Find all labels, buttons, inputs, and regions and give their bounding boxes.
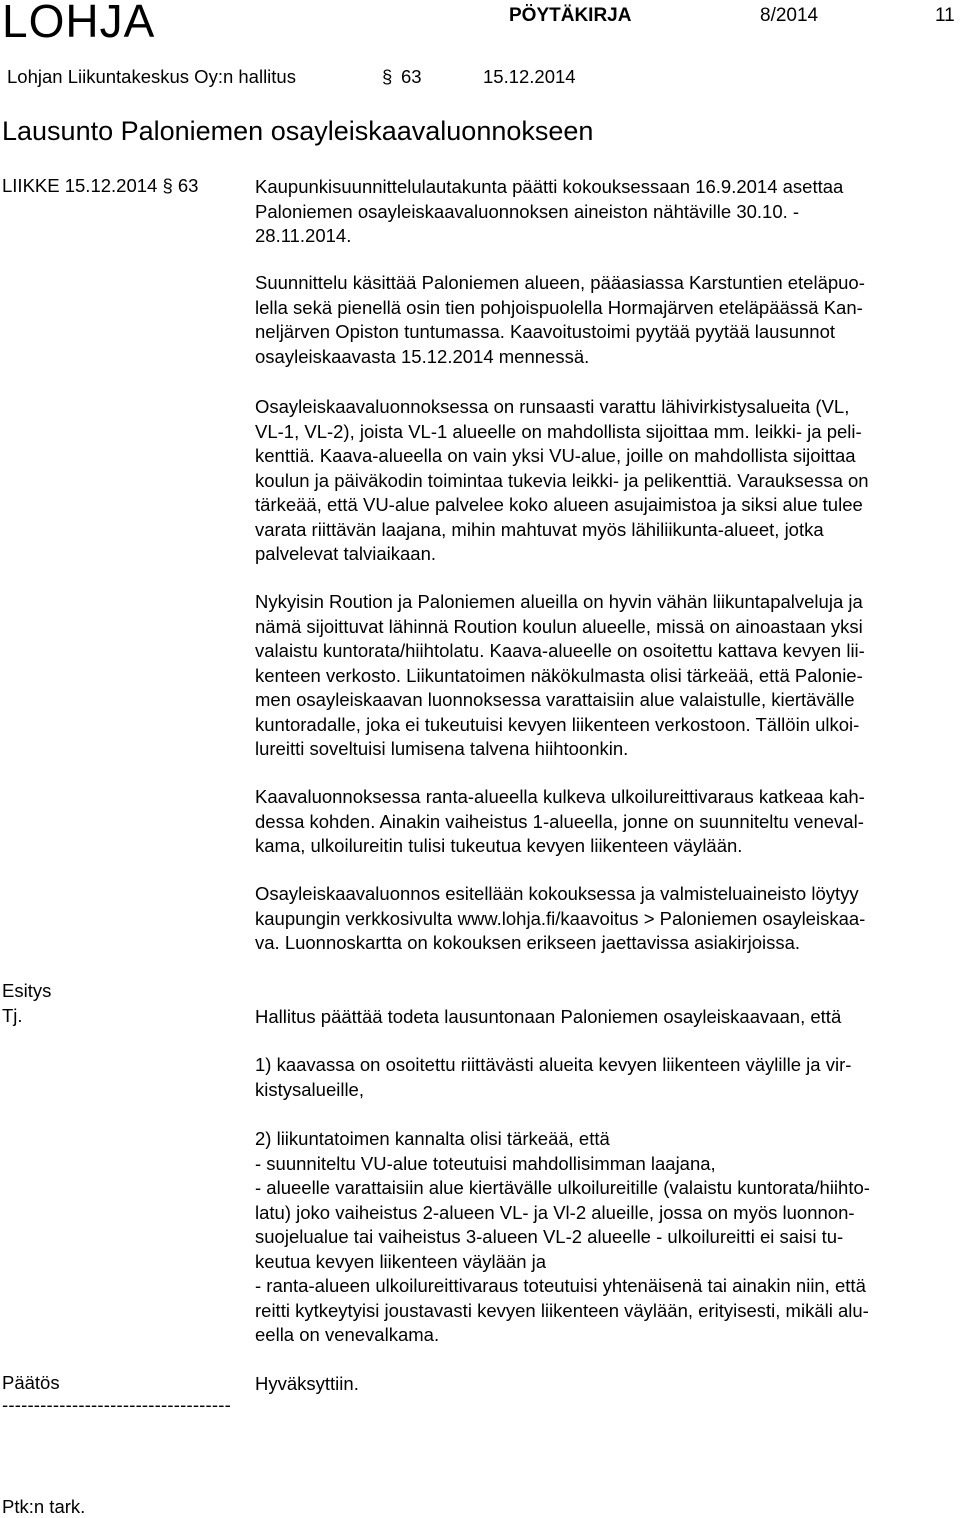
separator-line: ------------------------------------ [2,1394,231,1415]
paragraph-line: kama, ulkoilureitin tulisi tukeutua kevyen liikenteen väylään. [255,835,743,856]
organization-name: Lohjan Liikuntakeskus Oy:n hallitus [7,66,296,87]
lohja-logo: LOHJA [2,0,156,47]
paragraph-line: 1) kaavassa on osoitettu riittävästi alueita kevyen liikenteen väylille ja vir- [255,1054,852,1075]
paragraph-line: reitti kytkeytyisi joustavasti kevyen liikenteen väylään, erityisesti, mikäli alu- [255,1299,869,1321]
paragraph-line: Kaupunkisuunnittelulautakunta päätti kokouksessaan 16.9.2014 asettaa [255,176,844,197]
paragraph-line: kenttiä. Kaava-alueella on vain yksi VU-alue, joille on mahdollista sijoittaa [255,445,856,466]
section-symbol: § [382,66,393,87]
paragraph-line: koulun ja päiväkodin toimintaa tukevia leikki- ja pelikenttiä. Varauksessa on [255,469,869,491]
proposal-label: Esitys [2,980,52,1001]
paragraph [255,590,960,762]
proposal-item-1 [255,1053,960,1102]
case-reference: LIIKKE 15.12.2014 § 63 [2,175,199,196]
paragraph [255,882,960,956]
document-type: PÖYTÄKIRJA [509,5,632,26]
paragraph-line: kenteen verkosto. Liikuntatoimen näkökulmasta olisi tärkeää, että Palonie- [255,664,863,686]
paragraph-line: lureitti soveltuisi lumisena talvena hiihtoonkin. [255,738,629,759]
proposal-intro [255,1005,960,1030]
proposal-item-2 [255,1127,960,1348]
document-number: 8/2014 [760,5,819,26]
paragraph-line: 2) liikuntatoimen kannalta olisi tärkeää, että [255,1128,610,1149]
paragraph [255,395,960,567]
paragraph-line: kuntoradalle, joka ei tukeutuisi kevyen liikenteen verkostoon. Tällöin ulkoi- [255,713,860,735]
paragraph-line: kaupungin verkkosivulta www.lohja.fi/kaavoitus > Paloniemen osayleiskaa- [255,907,866,929]
paragraph-line: 28.11.2014. [255,225,352,246]
paragraph-line: - alueelle varattaisiin alue kiertävälle ulkoilureitille (valaistu kuntorata/hiihto- [255,1177,870,1198]
paragraph-line: Kaavaluonnoksessa ranta-alueella kulkeva ulkoilureittivaraus katkeaa kah- [255,786,865,807]
paragraph-line: palvelevat talviaikaan. [255,543,436,564]
decision-text [255,1372,960,1397]
paragraph-line: - ranta-alueen ulkoilureittivaraus toteutuisi yhtenäisenä tai ainakin niin, että [255,1275,866,1296]
paragraph-line: varata riittävän laajana, mihin mahtuvat myös lähiliikunta-alueet, jotka [255,518,824,540]
page-number: 11 [935,5,955,26]
paragraph-line: nämä sijoittuvat lähinnä Roution koulun alueelle, missä on ainoastaan yksi [255,615,863,637]
paragraph-line: valaistu kuntorata/hiihtolatu. Kaava-alueelle on osoitettu kattava kevyen lii- [255,640,865,661]
paragraph-line: tärkeää, että VU-alue palvelee koko alueen asujaimistoa ja siksi alue tulee [255,494,863,515]
paragraph-line: kistysalueille, [255,1078,364,1100]
section-number: 63 [401,66,422,87]
presenter-label: Tj. [2,1005,23,1026]
paragraph-line: va. Luonnoskartta on kokouksen erikseen jaettavissa asiakirjoissa. [255,932,801,953]
minutes-check-label: Ptk:n tark. [2,1496,86,1517]
paragraph-line: Suunnittelu käsittää Paloniemen alueen, pääasiassa Karstuntien eteläpuo- [255,272,865,293]
paragraph-line: Paloniemen osayleiskaavaluonnoksen aineiston nähtäville 30.10. - [255,200,800,222]
paragraph-line: Hallitus päättää todeta lausuntonaan Paloniemen osayleiskaavaan, että [255,1006,842,1027]
paragraph-line: men osayleiskaavan luonnoksessa varattaisiin alue valaistulle, kiertävälle [255,689,855,710]
paragraph-line: Nykyisin Roution ja Paloniemen alueilla on hyvin vähän liikuntapalveluja ja [255,591,863,612]
paragraph-line: latu) joko vaiheistus 2-alueen VL- ja Vl-2 alueille, jossa on myös luonnon- [255,1201,855,1223]
paragraph-line: neljärven Opiston tuntumassa. Kaavoitustoimi pyytää pyytää lausunnot [255,321,835,342]
paragraph [255,785,960,859]
decision-label: Päätös [2,1372,60,1393]
paragraph-line: keutua kevyen liikenteen väylään ja [255,1250,547,1272]
paragraph-line: suojelualue tai vaiheistus 3-alueen VL-2 alueelle - ulkoilureitti ei saisi tu- [255,1226,844,1247]
paragraph-line: - suunniteltu VU-alue toteutuisi mahdollisimman laajana, [255,1152,716,1174]
paragraph-line: Osayleiskaavaluonnoksessa on runsaasti varattu lähivirkistysalueita (VL, [255,396,850,417]
meeting-date: 15.12.2014 [483,66,576,87]
paragraph [255,271,960,369]
paragraph-line: VL-1, VL-2), joista VL-1 alueelle on mahdollista sijoittaa mm. leikki- ja peli- [255,420,862,442]
paragraph-line: eella on venevalkama. [255,1324,440,1345]
paragraph-line: Hyväksyttiin. [255,1373,359,1394]
paragraph-line: Osayleiskaavaluonnos esitellään kokouksessa ja valmisteluaineisto löytyy [255,883,859,904]
paragraph-line: dessa kohden. Ainakin vaiheistus 1-alueella, jonne on suunniteltu veneval- [255,810,864,832]
page-title: Lausunto Paloniemen osayleiskaavaluonnokseen [2,116,594,146]
paragraph-line: osayleiskaavasta 15.12.2014 mennessä. [255,345,590,367]
paragraph [255,175,960,249]
paragraph-line: lella sekä pienellä osin tien pohjoispuolella Hormajärven eteläpäässä Kan- [255,296,863,318]
